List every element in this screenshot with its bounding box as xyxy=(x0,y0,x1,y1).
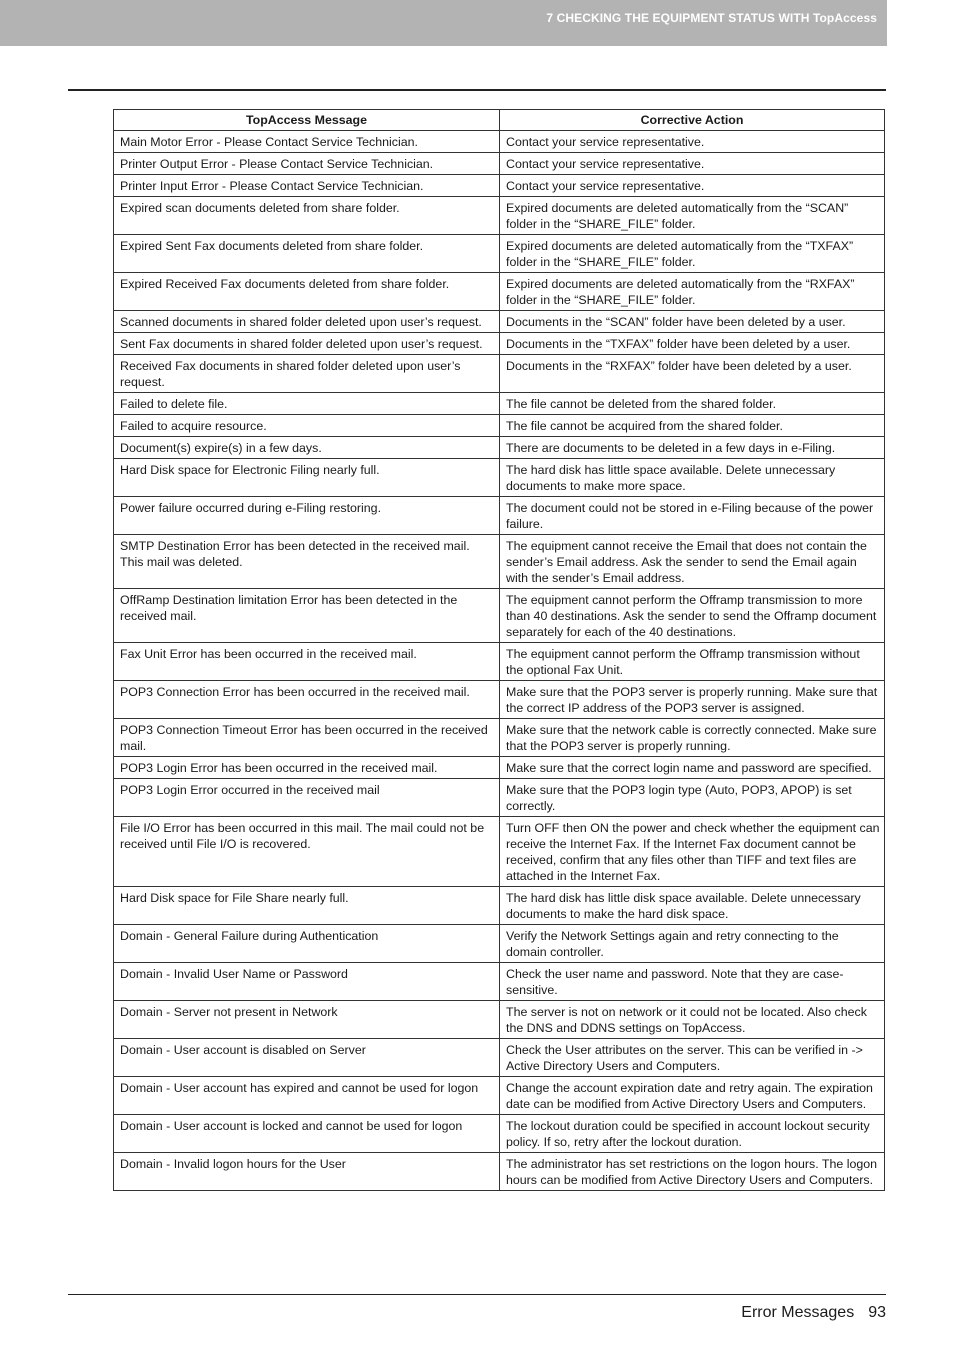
table-row xyxy=(114,197,885,235)
table-row xyxy=(114,925,885,963)
bottom-divider xyxy=(68,1294,886,1295)
page-number: 93 xyxy=(868,1304,886,1321)
table-row xyxy=(114,273,885,311)
table-row xyxy=(114,131,885,153)
corrective-action-cell: Contact your service representative. xyxy=(500,153,885,175)
table-row xyxy=(114,887,885,925)
table-row xyxy=(114,459,885,497)
corrective-action-cell: Make sure that the POP3 login type (Auto, POP3, APOP) is set correctly. xyxy=(500,779,885,817)
table-row xyxy=(114,333,885,355)
message-cell: Hard Disk space for Electronic Filing nearly full. xyxy=(114,459,500,497)
corrective-action-cell: Check the User attributes on the server. This can be verified in -> Active Directory Users and Computers. xyxy=(500,1039,885,1077)
message-cell: Domain - Server not present in Network xyxy=(114,1001,500,1039)
table-row xyxy=(114,719,885,757)
message-cell: OffRamp Destination limitation Error has been detected in the received mail. xyxy=(114,589,500,643)
corrective-action-cell: Expired documents are deleted automatically from the “TXFAX” folder in the “SHARE_FILE” folder. xyxy=(500,235,885,273)
corrective-action-cell: The hard disk has little disk space available. Delete unnecessary documents to make the hard disk space. xyxy=(500,887,885,925)
corrective-action-cell: The equipment cannot receive the Email that does not contain the sender’s Email address. Ask the sender to send the Email again with the sender’s Email address. xyxy=(500,535,885,589)
message-cell: Power failure occurred during e-Filing restoring. xyxy=(114,497,500,535)
table-row xyxy=(114,757,885,779)
corrective-action-cell: Make sure that the POP3 server is properly running. Make sure that the correct IP address of the POP3 server is assigned. xyxy=(500,681,885,719)
corrective-action-cell: The server is not on network or it could not be located. Also check the DNS and DDNS settings on TopAccess. xyxy=(500,1001,885,1039)
message-cell: Main Motor Error - Please Contact Service Technician. xyxy=(114,131,500,153)
message-cell: POP3 Connection Timeout Error has been occurred in the received mail. xyxy=(114,719,500,757)
message-cell: File I/O Error has been occurred in this mail. The mail could not be received until File I/O is recovered. xyxy=(114,817,500,887)
message-cell: Domain - User account has expired and cannot be used for logon xyxy=(114,1077,500,1115)
message-cell: POP3 Login Error occurred in the received mail xyxy=(114,779,500,817)
message-cell: Document(s) expire(s) in a few days. xyxy=(114,437,500,459)
table-row xyxy=(114,437,885,459)
corrective-action-cell: Documents in the “RXFAX” folder have been deleted by a user. xyxy=(500,355,885,393)
message-cell: Domain - User account is disabled on Server xyxy=(114,1039,500,1077)
table-row xyxy=(114,153,885,175)
table-row xyxy=(114,817,885,887)
table-row xyxy=(114,963,885,1001)
chapter-title: 7 CHECKING THE EQUIPMENT STATUS WITH TopAccess xyxy=(546,11,877,25)
corrective-action-cell: There are documents to be deleted in a few days in e-Filing. xyxy=(500,437,885,459)
table-row xyxy=(114,497,885,535)
table-row xyxy=(114,643,885,681)
table-row xyxy=(114,393,885,415)
column-header-message: TopAccess Message xyxy=(114,110,500,131)
corrective-action-cell: Change the account expiration date and retry again. The expiration date can be modified from Active Directory Users and Computers. xyxy=(500,1077,885,1115)
table-row xyxy=(114,1039,885,1077)
footer-section-title: Error Messages xyxy=(741,1304,855,1321)
message-cell: Sent Fax documents in shared folder deleted upon user’s request. xyxy=(114,333,500,355)
top-divider xyxy=(68,89,886,91)
table-row xyxy=(114,535,885,589)
corrective-action-cell: Contact your service representative. xyxy=(500,131,885,153)
corrective-action-cell: The administrator has set restrictions on the logon hours. The logon hours can be modified from Active Directory Users and Computers. xyxy=(500,1153,885,1191)
corrective-action-cell: Make sure that the network cable is correctly connected. Make sure that the POP3 server is properly running. xyxy=(500,719,885,757)
corrective-action-cell: The file cannot be deleted from the shared folder. xyxy=(500,393,885,415)
message-cell: POP3 Connection Error has been occurred in the received mail. xyxy=(114,681,500,719)
table-row xyxy=(114,355,885,393)
table-row xyxy=(114,1077,885,1115)
table-body xyxy=(114,131,885,1191)
corrective-action-cell: The file cannot be acquired from the shared folder. xyxy=(500,415,885,437)
corrective-action-cell: Documents in the “TXFAX” folder have been deleted by a user. xyxy=(500,333,885,355)
table-row xyxy=(114,415,885,437)
table-row xyxy=(114,1001,885,1039)
message-cell: SMTP Destination Error has been detected in the received mail. This mail was deleted. xyxy=(114,535,500,589)
corrective-action-cell: Expired documents are deleted automatically from the “RXFAX” folder in the “SHARE_FILE” folder. xyxy=(500,273,885,311)
corrective-action-cell: Expired documents are deleted automatically from the “SCAN” folder in the “SHARE_FILE” folder. xyxy=(500,197,885,235)
message-cell: Domain - General Failure during Authentication xyxy=(114,925,500,963)
message-cell: Domain - User account is locked and cannot be used for logon xyxy=(114,1115,500,1153)
message-cell: POP3 Login Error has been occurred in the received mail. xyxy=(114,757,500,779)
table-row xyxy=(114,1115,885,1153)
table-row xyxy=(114,1153,885,1191)
table-row xyxy=(114,311,885,333)
message-cell: Failed to acquire resource. xyxy=(114,415,500,437)
table-header-row xyxy=(114,110,885,131)
corrective-action-cell: The equipment cannot perform the Offramp transmission without the optional Fax Unit. xyxy=(500,643,885,681)
message-cell: Expired Received Fax documents deleted from share folder. xyxy=(114,273,500,311)
message-cell: Domain - Invalid User Name or Password xyxy=(114,963,500,1001)
corrective-action-cell: Documents in the “SCAN” folder have been deleted by a user. xyxy=(500,311,885,333)
corrective-action-cell: Verify the Network Settings again and retry connecting to the domain controller. xyxy=(500,925,885,963)
message-cell: Hard Disk space for File Share nearly full. xyxy=(114,887,500,925)
message-cell: Expired Sent Fax documents deleted from share folder. xyxy=(114,235,500,273)
table-row xyxy=(114,175,885,197)
corrective-action-cell: Contact your service representative. xyxy=(500,175,885,197)
chapter-header-band xyxy=(0,0,887,46)
page-footer xyxy=(741,1304,886,1322)
corrective-action-cell: The document could not be stored in e-Filing because of the power failure. xyxy=(500,497,885,535)
corrective-action-cell: Check the user name and password. Note that they are case-sensitive. xyxy=(500,963,885,1001)
message-cell: Scanned documents in shared folder deleted upon user’s request. xyxy=(114,311,500,333)
error-messages-table xyxy=(113,109,885,1191)
corrective-action-cell: The lockout duration could be specified in account lockout security policy. If so, retry after the lockout duration. xyxy=(500,1115,885,1153)
message-cell: Failed to delete file. xyxy=(114,393,500,415)
message-cell: Expired scan documents deleted from share folder. xyxy=(114,197,500,235)
message-cell: Received Fax documents in shared folder deleted upon user’s request. xyxy=(114,355,500,393)
message-cell: Printer Input Error - Please Contact Service Technician. xyxy=(114,175,500,197)
message-cell: Printer Output Error - Please Contact Service Technician. xyxy=(114,153,500,175)
table-row xyxy=(114,235,885,273)
table-row xyxy=(114,779,885,817)
corrective-action-cell: The equipment cannot perform the Offramp transmission to more than 40 destinations. Ask the sender to send the Offramp document separately for each of the 40 destinations. xyxy=(500,589,885,643)
message-cell: Domain - Invalid logon hours for the User xyxy=(114,1153,500,1191)
table-row xyxy=(114,681,885,719)
column-header-action: Corrective Action xyxy=(500,110,885,131)
corrective-action-cell: Turn OFF then ON the power and check whether the equipment can receive the Internet Fax. If the Internet Fax document cannot be received, confirm that any files other than TIFF and text files are attached in the Internet Fax. xyxy=(500,817,885,887)
table-row xyxy=(114,589,885,643)
corrective-action-cell: Make sure that the correct login name and password are specified. xyxy=(500,757,885,779)
message-cell: Fax Unit Error has been occurred in the received mail. xyxy=(114,643,500,681)
corrective-action-cell: The hard disk has little space available. Delete unnecessary documents to make more space. xyxy=(500,459,885,497)
